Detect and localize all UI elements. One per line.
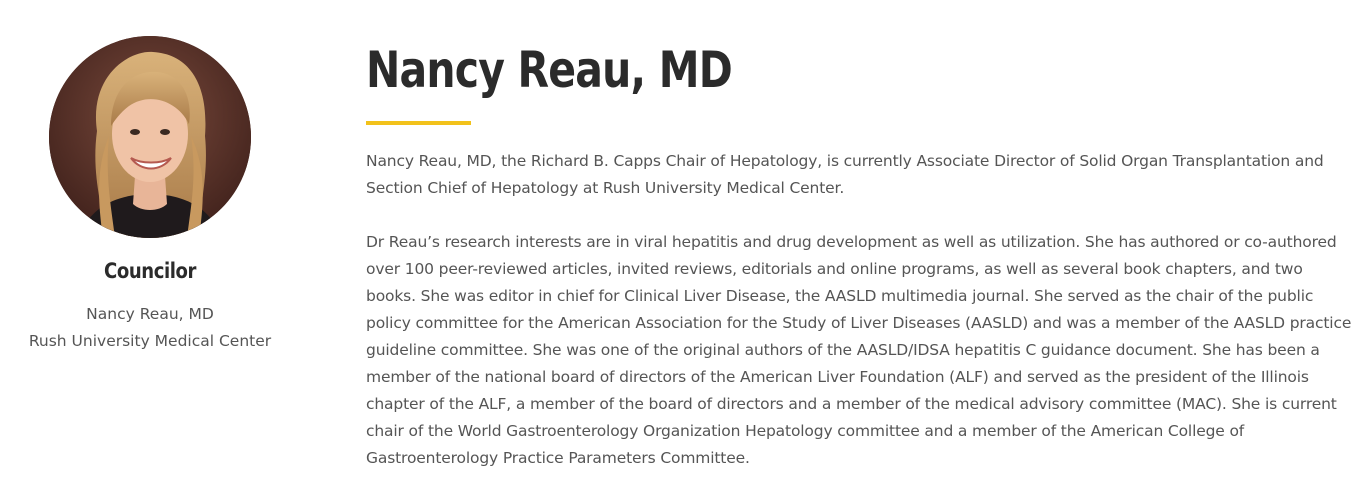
portrait-photo-icon <box>49 36 251 238</box>
page-title: Nancy Reau, MD <box>366 41 732 99</box>
title-underline <box>366 121 471 125</box>
profile-sidebar <box>0 0 300 498</box>
role-title: Councilor <box>104 259 196 283</box>
member-organization: Rush University Medical Center <box>28 332 272 350</box>
avatar <box>49 36 251 238</box>
bio-paragraph: Dr Reau’s research interests are in viral hepatitis and drug development as well as utilization. She has authored or co-authored over 100 peer-reviewed articles, invited reviews, editorials and online programs, as well as several book chapters, and two books. She was editor in chief for Clinical Liver Disease, the AASLD multimedia journal. She served as the chair of the public policy committee for the American Association for the Study of Liver Diseases (AASLD) and was a member of the AASLD practice guideline committee. She was one of the original authors of the AASLD/IDSA hepatitis C guidance document. She has been a member of the national board of directors of the American Liver Foundation (ALF) and served as the president of the Illinois chapter of the ALF, a member of the board of directors and a member of the medical advisory committee (MAC). She is current chair of the World Gastroenterology Organization Hepatology committee and a member of the American College of Gastroenterology Practice Parameters Committee. <box>366 233 1352 467</box>
bio-paragraph: Nancy Reau, MD, the Richard B. Capps Chair of Hepatology, is currently Associate Director of Solid Organ Transplantation and Section Chief of Hepatology at Rush University Medical Center. <box>366 152 1324 197</box>
member-name: Nancy Reau, MD <box>86 305 214 323</box>
profile-main <box>366 0 1356 498</box>
